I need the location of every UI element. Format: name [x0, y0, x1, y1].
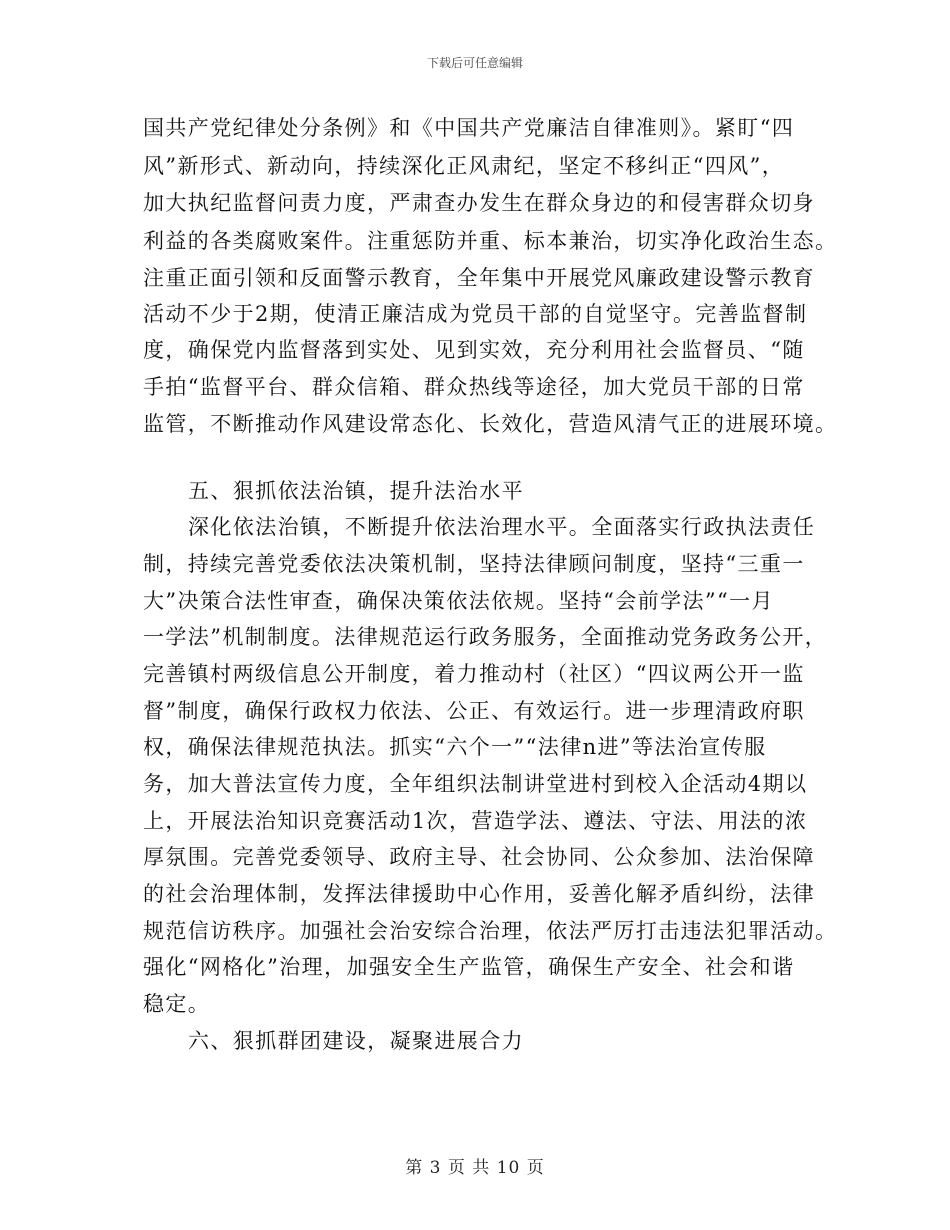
- page-header: 下载后可任意编辑: [426, 56, 523, 70]
- paragraph-line: 监管，不断推动作风建设常态化、长效化，营造风清气正的进展环境。: [143, 412, 838, 436]
- paragraph-line: 制，持续完善党委依法决策机制，坚持法律顾问制度，坚持“三重一: [143, 552, 805, 576]
- paragraph-line: 稳定。: [143, 992, 211, 1016]
- paragraph-line: 大”决策合法性审查，确保决策依法依规。坚持“会前学法”“一月: [143, 589, 774, 613]
- section-heading: 六、狠抓群团建设，凝聚进展合力: [188, 1029, 524, 1053]
- paragraph-line: 利益的各类腐败案件。注重惩防并重、标本兼治，切实净化政治生态。: [143, 229, 838, 253]
- paragraph-line: 风”新形式、新动向，持续深化正风肃纪，坚定不移纠正“四风”，: [143, 154, 785, 178]
- paragraph-line: 权，确保法律规范执法。抓实“六个一”“法律n进”等法治宣传服: [143, 735, 767, 759]
- paragraph-line: 深化依法治镇，不断提升依法治理水平。全面落实行政执法责任: [188, 515, 816, 539]
- paragraph-line: 手拍“监督平台、群众信箱、群众热线等途径，加大党员干部的日常: [143, 375, 805, 399]
- paragraph-line: 活动不少于2期，使清正廉洁成为党员干部的自觉坚守。完善监督制: [143, 302, 808, 326]
- page-number: 第 3 页 共 10 页: [405, 1158, 545, 1178]
- paragraph-line: 规范信访秩序。加强社会治安综合治理，依法严厉打击违法犯罪活动。: [143, 919, 838, 943]
- paragraph-line: 务，加大普法宣传力度，全年组织法制讲堂进村到校入企活动4期以: [143, 772, 808, 796]
- paragraph-line: 的社会治理体制，发挥法律援助中心作用，妥善化解矛盾纠纷，法律: [143, 882, 815, 906]
- paragraph-line: 加大执纪监督问责力度，严肃查办发生在群众身边的和侵害群众切身: [143, 191, 815, 215]
- paragraph-line: 注重正面引领和反面警示教育，全年集中开展党风廉政建设警示教育: [143, 266, 815, 290]
- paragraph-line: 国共产党纪律处分条例》和《中国共产党廉洁自律准则》。紧盯“四: [143, 116, 795, 140]
- paragraph-line: 完善镇村两级信息公开制度，着力推动村（社区）“四议两公开一监: [143, 662, 805, 686]
- paragraph-line: 上，开展法治知识竞赛活动1次，营造学法、遵法、守法、用法的浓: [143, 809, 808, 833]
- paragraph-line: 厚氛围。完善党委领导、政府主导、社会协同、公众参加、法治保障: [143, 845, 815, 869]
- section-heading: 五、狠抓依法治镇，提升法治水平: [188, 479, 524, 503]
- paragraph-line: 一学法”机制制度。法律规范运行政务服务，全面推动党务政务公开，: [143, 625, 828, 649]
- paragraph-line: 督”制度，确保行政权力依法、公正、有效运行。进一步理清政府职: [143, 699, 805, 723]
- paragraph-line: 强化“网格化”治理，加强安全生产监管，确保生产安全、社会和谐: [143, 955, 795, 979]
- paragraph-line: 度，确保党内监督落到实处、见到实效，充分利用社会监督员、“随: [143, 338, 805, 362]
